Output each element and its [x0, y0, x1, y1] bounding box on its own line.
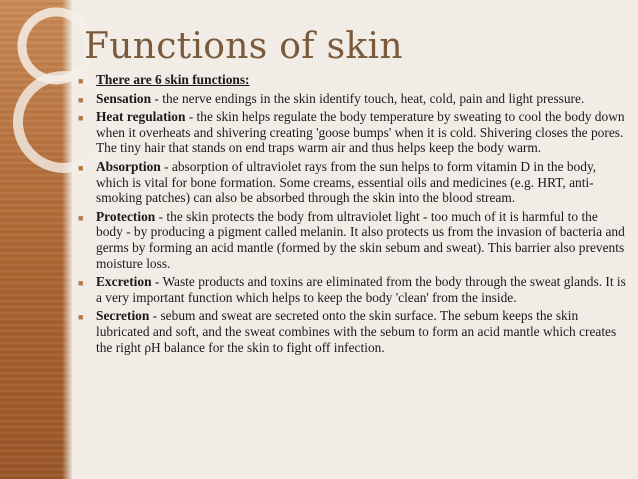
bullet-protection — [78, 209, 626, 271]
bullet-term: Heat regulation — [96, 109, 186, 125]
bullet-text: - Waste products and toxins are eliminated from the body through the sweat glands. It is a very important function which helps to keep the body 'clean' from the inside. — [96, 274, 626, 305]
square-bullet-icon: ■ — [78, 162, 84, 173]
bullet-text: - the skin protects the body from ultraviolet light - too much of it is harmful to the body - by producing a pigment called melanin. It also protects us from the invasion of bacteria and germs by forming an acid mantle (formed by the skin sebum and sweat). This barrier also prevents moisture loss. — [96, 208, 625, 271]
bullet-secretion — [78, 308, 626, 355]
intro-bullet — [78, 72, 626, 88]
bullet-text: - sebum and sweat are secreted onto the skin surface. The sebum keeps the skin lubricated and soft, and the sweat combines with the sebum to form an acid mantle which creates the right ρH balance for the skin to fight off infection. — [96, 308, 617, 355]
intro-text: There are 6 skin functions: — [96, 72, 250, 87]
bullet-term: Secretion — [96, 308, 150, 324]
bullet-text: - the skin helps regulate the body temperature by sweating to cool the body down when it overheats and shivering creating 'goose bumps' when it is cold. Shivering closes the pores. The tiny hair that stands on end traps warm air and thus helps keep the body warm. — [96, 109, 625, 156]
square-bullet-icon: ■ — [78, 76, 84, 86]
bullet-heat-regulation — [78, 109, 626, 156]
bullet-term: Protection — [96, 208, 156, 224]
bullet-text: - absorption of ultraviolet rays from the sun helps to form vitamin D in the body, which is vital for bone formation. Some creams, essential oils and medicines (e.g. HRT, anti-smoking patches) can also be absorbed through the skin into the blood stream. — [96, 158, 597, 206]
bullet-sensation — [78, 91, 626, 107]
square-bullet-icon: ■ — [78, 94, 84, 105]
square-bullet-icon: ■ — [78, 312, 84, 323]
square-bullet-icon: ■ — [78, 113, 84, 124]
deco-circle-upper — [22, 12, 90, 80]
slide-title: Functions of skin — [84, 26, 403, 67]
bullet-term: Sensation — [96, 90, 152, 106]
bullet-list — [78, 72, 626, 358]
bullet-text: - the nerve endings in the skin identify touch, heat, cold, pain and light pressure. — [151, 90, 585, 106]
square-bullet-icon: ■ — [78, 212, 84, 223]
bullet-absorption — [78, 159, 626, 206]
bullet-term: Absorption — [96, 158, 161, 174]
bullet-excretion — [78, 274, 626, 305]
bullet-term: Excretion — [96, 274, 152, 290]
square-bullet-icon: ■ — [78, 278, 84, 289]
